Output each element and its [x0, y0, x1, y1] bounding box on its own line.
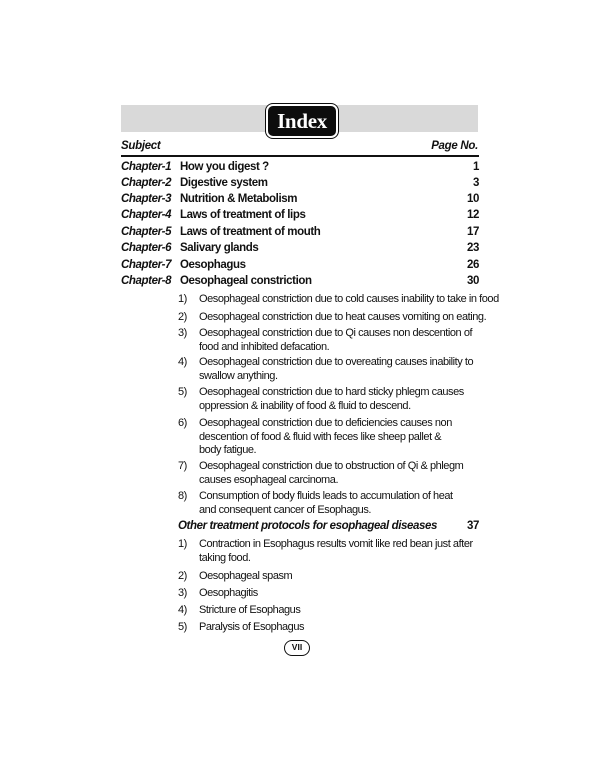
item-text — [199, 587, 494, 601]
item-text-line: Oesophageal constriction due to Qi causes non descention of — [199, 327, 473, 339]
item-text-line: Consumption of body fluids leads to accumulation of heat — [199, 490, 453, 502]
item-text-line: Oesophageal constriction due to overeating causes inability to — [199, 356, 474, 368]
item-text — [199, 490, 494, 517]
chapter-label: Chapter-7 — [121, 259, 172, 271]
item-text-line: Oesophageal constriction due to obstruction of Qi & phlegm — [199, 460, 464, 472]
chapter-title: Oesophageal constriction — [180, 275, 312, 287]
item-text-line: swallow anything. — [199, 369, 278, 382]
item-text-line: Stricture of Esophagus — [199, 604, 301, 616]
chapter-row — [121, 193, 479, 209]
item-text-line: Contraction in Esophagus results vomit like red bean just after — [199, 538, 473, 550]
item-number: 6) — [178, 417, 187, 429]
other-section-row — [178, 520, 479, 532]
item-number: 3) — [178, 587, 187, 599]
chapter-page: 1 — [473, 161, 479, 173]
chapter-row — [121, 177, 479, 193]
item-text-line: causes esophageal carcinoma. — [199, 473, 339, 486]
chapter-label: Chapter-4 — [121, 209, 172, 221]
item-number: 1) — [178, 293, 187, 305]
chapter-row — [121, 161, 479, 177]
item-text — [199, 570, 494, 584]
item-text — [199, 417, 494, 458]
item-text — [199, 293, 499, 307]
item-number: 2) — [178, 311, 187, 323]
item-text — [199, 327, 494, 354]
page-title: Index — [266, 104, 338, 138]
chapter-title: Oesophagus — [180, 259, 246, 271]
chapter-title: Digestive system — [180, 177, 268, 189]
item-text-line: Oesophageal constriction due to cold causes inability to take in food — [199, 293, 499, 305]
chapter-page: 26 — [467, 259, 479, 271]
other-section-page: 37 — [467, 520, 479, 532]
chapter-title: Salivary glands — [180, 242, 259, 254]
chapter-page: 23 — [467, 242, 479, 254]
chapter-page: 10 — [467, 193, 479, 205]
chapter-page: 12 — [467, 209, 479, 221]
other-section-title: Other treatment protocols for esophageal diseases — [178, 520, 438, 532]
item-number: 8) — [178, 490, 187, 502]
item-text — [199, 386, 494, 413]
item-text-line: food and inhibited defacation. — [199, 340, 330, 353]
chapter-label: Chapter-6 — [121, 242, 172, 254]
item-text-line: Paralysis of Esophagus — [199, 621, 305, 633]
chapter-label: Chapter-8 — [121, 275, 172, 287]
item-number: 5) — [178, 386, 187, 398]
chapter-label: Chapter-5 — [121, 226, 172, 238]
item-number: 2) — [178, 570, 187, 582]
subject-column-header: Subject — [121, 140, 161, 152]
item-text-line: Oesophageal constriction due to heat causes vomiting on eating. — [199, 311, 487, 323]
chapter-label: Chapter-3 — [121, 193, 172, 205]
chapter-title: How you digest ? — [180, 161, 269, 173]
chapter-row — [121, 275, 479, 291]
header-rule — [121, 155, 479, 157]
chapter-page: 30 — [467, 275, 479, 287]
item-text-line: taking food. — [199, 551, 251, 564]
page-column-header: Page No. — [431, 140, 478, 152]
item-text — [199, 538, 494, 565]
item-text — [199, 621, 494, 635]
chapter-page: 3 — [473, 177, 479, 189]
chapter-title: Laws of treatment of mouth — [180, 226, 321, 238]
chapter-row — [121, 209, 479, 225]
item-text-line: Oesophagitis — [199, 587, 258, 599]
chapter-page: 17 — [467, 226, 479, 238]
item-number: 5) — [178, 621, 187, 633]
item-text-line: Oesophageal constriction due to hard sticky phlegm causes — [199, 386, 464, 398]
item-number: 4) — [178, 604, 187, 616]
chapter-row — [121, 226, 479, 242]
item-number: 4) — [178, 356, 187, 368]
item-text-line: and consequent cancer of Esophagus. — [199, 503, 371, 516]
item-text — [199, 311, 494, 325]
item-number: 7) — [178, 460, 187, 472]
item-number: 3) — [178, 327, 187, 339]
item-text-line: oppression & inability of food & fluid to descend. — [199, 399, 411, 412]
item-text-line: Oesophageal constriction due to deficiencies causes non — [199, 417, 452, 429]
chapter-title: Nutrition & Metabolism — [180, 193, 298, 205]
item-text — [199, 356, 494, 383]
page-number: VII — [284, 640, 310, 656]
chapter-title: Laws of treatment of lips — [180, 209, 306, 221]
item-text-line: descention of food & fluid with feces like sheep pallet & — [199, 430, 442, 443]
chapter-label: Chapter-1 — [121, 161, 172, 173]
item-number: 1) — [178, 538, 187, 550]
item-text — [199, 460, 494, 487]
item-text-line: Oesophageal spasm — [199, 570, 293, 582]
chapter-row — [121, 259, 479, 275]
chapter-row — [121, 242, 479, 258]
chapter-label: Chapter-2 — [121, 177, 172, 189]
item-text — [199, 604, 494, 618]
item-text-line: body fatigue. — [199, 444, 257, 457]
